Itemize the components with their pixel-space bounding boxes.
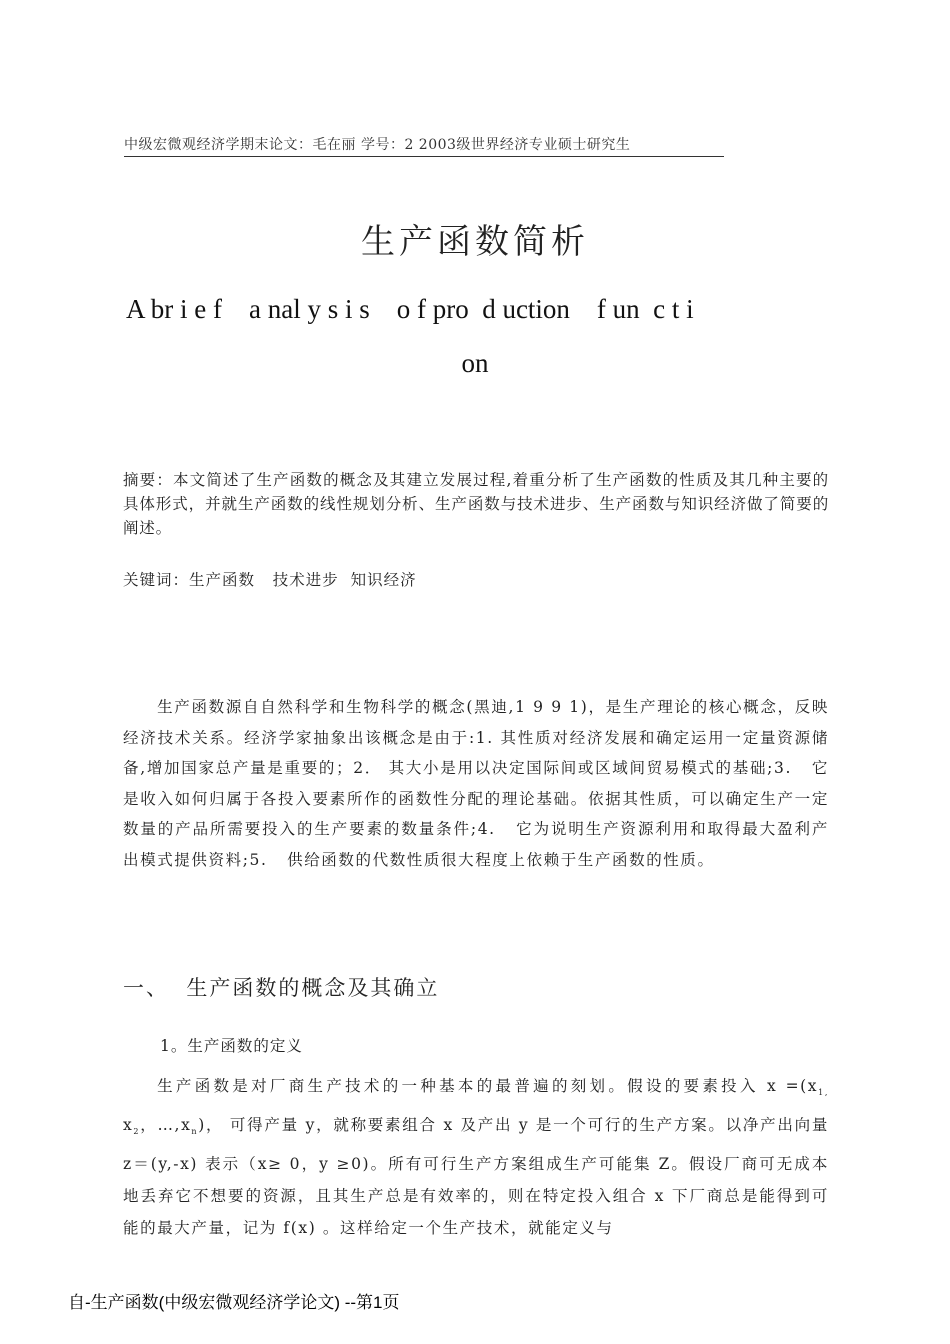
subscript: 1, [818, 1088, 829, 1098]
paragraph-text: )， 可得产量 y，就称要素组合 x 及产出 y 是一个可行的生产方案。以净产出向量 z＝(y,-x) 表示（x≥ 0，y ≥0)。所有可行生产方案组成生产可能集 Z。假设厂商可无成本地丢弃它不想要的资源，且其生产总是有效率的，则在特定投入组合 x 下厂商总是能得到可能的最大产量，记为 f(x) 。这样给定一个生产技术，就能定义与 [123, 1116, 829, 1238]
definition-paragraph [123, 1070, 829, 1244]
title-english-line-1: A br i e f a nal y s i s o f pro d uction f un c t i [126, 294, 694, 324]
intro-paragraph: 生产函数源自自然科学和生物科学的概念(黑迪,1 9 9 1)，是生产理论的核心概念，反映经济技术关系。经济学家抽象出该概念是由于:1. 其性质对经济发展和确定运用一定量资源储备,增加国家总产量是重要的；2． 其大小是用以决定国际间或区域间贸易模式的基础;3. 它是收入如何归属于各投入要素所作的函数性分配的理论基础。依据其性质，可以确定生产一定数量的产品所需要投入的生产要素的数量条件;4. 它为说明生产资源利用和取得最大盈利产出模式提供资料;5. 供给函数的代数性质很大程度上依赖于生产函数的性质。 [123, 698, 829, 869]
subscript: n [191, 1127, 199, 1137]
title-chinese: 生产函数简析 [361, 222, 589, 262]
subscript: 2 [133, 1127, 141, 1137]
paragraph-text: 生产函数是对厂商生产技术的一种基本的最普遍的刻划。假设的要素投入 x =(x [157, 1077, 819, 1095]
page-footer: 自-生产函数(中级宏微观经济学论文) --第1页 [68, 1293, 400, 1312]
abstract: 摘要：本文简述了生产函数的概念及其建立发展过程,着重分析了生产函数的性质及其几种主要的具体形式，并就生产函数的线性规划分析、生产函数与技术进步、生产函数与知识经济做了简要的阐述。 [123, 471, 829, 537]
section-heading: 一、 生产函数的概念及其确立 [123, 976, 440, 1000]
paragraph-text: x [123, 1116, 134, 1135]
subsection-heading: 1。生产函数的定义 [160, 1037, 303, 1055]
running-header: 中级宏微观经济学期末论文：毛在丽 学号：2 2003级世界经济专业硕士研究生 [124, 134, 724, 157]
title-english-line-2: on [461, 348, 489, 378]
paragraph-text: ，…,x [140, 1116, 192, 1135]
keywords: 关键词：生产函数 技术进步 知识经济 [123, 571, 417, 589]
